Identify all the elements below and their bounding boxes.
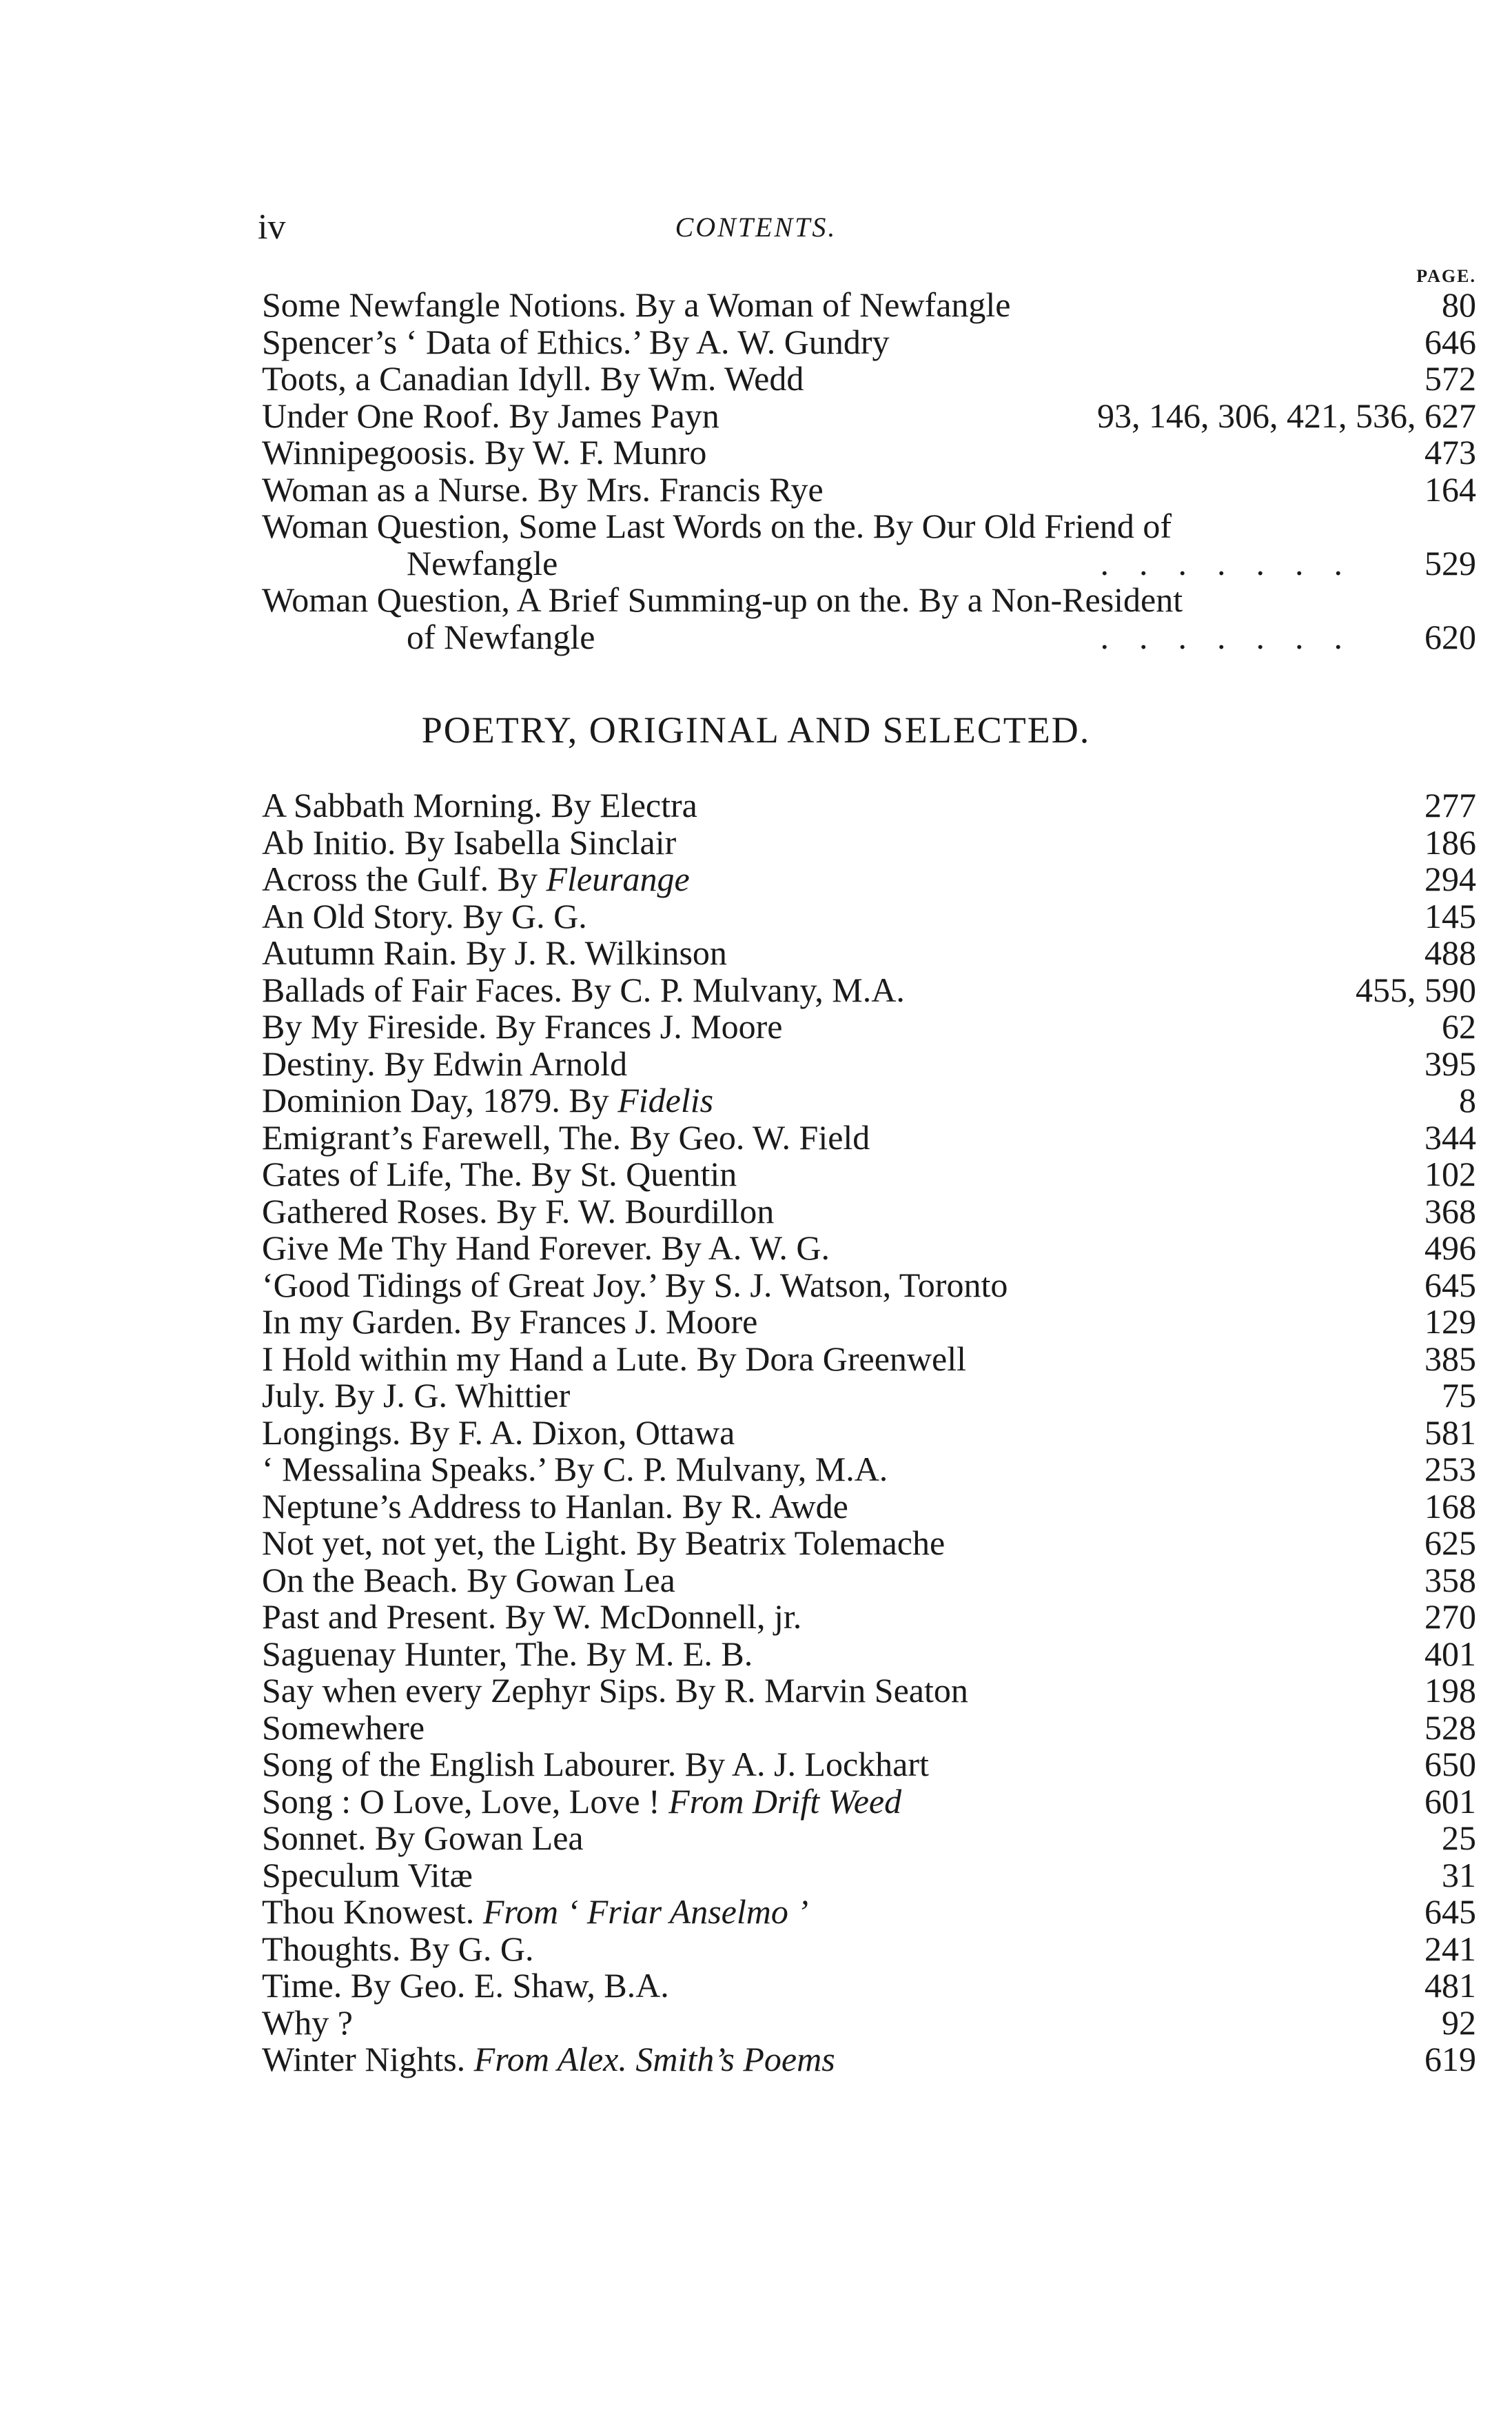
entry-pages: 646 [1424,322,1476,361]
entry-title [262,822,676,863]
entry-pages: 572 [1424,359,1476,398]
poem-entry [262,1264,1476,1306]
poetry-section-heading: POETRY, ORIGINAL AND SELECTED. [421,709,1091,751]
entry-title-text: Time. By Geo. E. Shaw, B.A. [262,1966,669,2005]
entry-title-text: Thoughts. By G. G. [262,1929,534,1968]
entry-title [262,1559,675,1601]
entry-pages: 401 [1424,1634,1476,1673]
entry-title [262,1006,783,1047]
entry-title: Woman Question, A Brief Summing-up on the. By a Non-Resident [262,580,1183,619]
entry-title-text: Past and Present. By W. McDonnell, jr. [262,1597,802,1636]
folio: iv [258,207,286,247]
poem-entry [262,932,1476,973]
entry-title-text: Destiny. By Edwin Arnold [262,1044,628,1083]
entry-title [262,1117,870,1158]
entry-title-text: Somewhere [262,1708,425,1747]
entry-title [262,2038,835,2080]
poem-entry [262,858,1476,900]
entry-pages: 198 [1424,1671,1476,1710]
poem-entry [262,1965,1476,2006]
entry-title-text: Winter Nights. [262,2040,474,2078]
entry-pages: 164 [1424,469,1476,509]
entry-title-text: Gathered Roses. By F. W. Bourdillon [262,1191,775,1230]
contents-entry-continuation [262,543,1476,584]
poem-entry [262,895,1476,937]
entry-pages: 368 [1424,1191,1476,1230]
entry-title-text: Ab Initio. By Isabella Sinclair [262,822,677,862]
dot-leader: ....... [1100,543,1373,583]
entry-pages: 650 [1424,1745,1476,1783]
entry-title-text: Gates of Life, The. By St. Quentin [262,1155,737,1193]
entry-title [262,1596,801,1637]
poem-entry [262,1891,1476,1932]
contents-entry [262,321,1476,363]
entry-title [262,1153,737,1195]
entry-pages: 277 [1424,786,1476,824]
poem-entry [262,2002,1476,2043]
poem-entry [262,1670,1476,1711]
entry-pages: 645 [1424,1265,1476,1304]
entry-title-text: Thou Knowest. [262,1892,483,1931]
contents-entry [262,505,1476,547]
entry-pages: 344 [1424,1117,1476,1157]
entry-title-text: Saguenay Hunter, The. By M. E. B. [262,1634,753,1673]
entry-pages: 80 [1442,285,1476,324]
poem-entry [262,1080,1476,1121]
entry-title [262,1707,425,1748]
entry-pages: 129 [1424,1302,1476,1341]
entry-pages: 488 [1424,933,1476,972]
entry-title-text: Autumn Rain. By J. R. Wilkinson [262,933,727,972]
entry-pages: 241 [1424,1929,1476,1968]
entry-title-text: Dominion Day, 1879. By [262,1081,618,1120]
entry-title-text: Why ? [262,2003,353,2042]
entry-title: Winnipegoosis. By W. F. Munro [262,433,707,472]
entry-title-text: Give Me Thy Hand Forever. By A. W. G. [262,1228,830,1267]
contents-entry-continuation [262,616,1476,658]
entry-pages: 528 [1424,1708,1476,1747]
entry-pages: 385 [1424,1339,1476,1378]
entry-pages: 620 [1424,617,1476,656]
entry-title [262,784,697,826]
contents-entry [262,579,1476,620]
poem-entry [262,1227,1476,1268]
entry-pages: 358 [1424,1560,1476,1599]
contents-entry [262,358,1476,399]
entry-pages: 581 [1424,1412,1476,1452]
entry-title [262,1264,1008,1306]
entry-title [262,1633,753,1674]
entry-title: Woman as a Nurse. By Mrs. Francis Rye [262,469,824,509]
entry-title-continuation: of Newfangle [407,617,595,656]
poem-entry [262,2038,1476,2080]
entry-title-italic: From ‘ Friar Anselmo ’ [482,1892,809,1931]
entry-title [262,1191,774,1232]
poem-entry [262,1522,1476,1563]
entry-title-text: Song of the English Labourer. By A. J. Lockhart [262,1745,929,1783]
entry-title: Some Newfangle Notions. By a Woman of Newfangle [262,285,1011,324]
entry-title-text: Song : O Love, Love, Love ! [262,1781,669,1821]
entry-pages: 601 [1424,1781,1476,1821]
entry-title-text: Speculum Vitæ [262,1855,473,1894]
entry-pages: 186 [1424,822,1476,862]
dot-leader: ....... [1100,617,1373,656]
entry-pages: 75 [1442,1376,1476,1415]
entry-title [262,1486,848,1527]
entry-title-text: An Old Story. By G. G. [262,896,587,935]
entry-pages: 645 [1424,1892,1476,1931]
entry-pages: 496 [1424,1228,1476,1267]
entry-title: Woman Question, Some Last Words on the. By Our Old Friend of [262,507,1172,545]
poem-entry [262,1153,1476,1195]
entry-pages: 31 [1442,1855,1476,1894]
poem-entry [262,1743,1476,1785]
entry-title [262,1522,945,1563]
poem-entry [262,969,1476,1011]
poem-entry [262,1375,1476,1416]
entry-pages: 619 [1424,2040,1476,2078]
entry-pages: 625 [1424,1523,1476,1562]
entry-title-italic: From Alex. Smith’s Poems [473,2040,835,2078]
entry-title [262,1301,757,1342]
entry-pages: 145 [1424,896,1476,935]
entry-pages: 395 [1424,1044,1476,1083]
running-head: CONTENTS. [675,212,837,243]
poem-entry [262,784,1476,826]
contents-entry [262,432,1476,473]
entry-title [262,1412,735,1453]
entry-title: Spencer’s ‘ Data of Ethics.’ By A. W. Gundry [262,322,890,361]
entry-pages: 455, 590 [1356,970,1476,1009]
page-column-label: PAGE. [1416,266,1476,286]
entry-title [262,895,587,937]
entry-title [262,1338,966,1379]
entry-pages: 62 [1442,1007,1476,1046]
poem-entry [262,1338,1476,1379]
poem-entry [262,1117,1476,1158]
entry-title [262,1670,968,1711]
entry-title-text: Longings. By F. A. Dixon, Ottawa [262,1412,735,1452]
poem-entry [262,1043,1476,1084]
poem-entry [262,1191,1476,1232]
poem-entry [262,1448,1476,1490]
entry-title-text: I Hold within my Hand a Lute. By Dora Greenwell [262,1339,966,1378]
entry-title-text: Across the Gulf. By [262,860,546,898]
poem-entry [262,1817,1476,1858]
entry-title: Toots, a Canadian Idyll. By Wm. Wedd [262,359,804,398]
entry-title [262,1781,901,1822]
poem-entry [262,1412,1476,1453]
entry-title-text: In my Garden. By Frances J. Moore [262,1302,758,1341]
entry-title [262,2002,353,2043]
entry-pages: 294 [1424,860,1476,898]
entry-title: Under One Roof. By James Payn [262,396,719,435]
entry-pages: 8 [1459,1081,1476,1120]
entry-title-text: July. By J. G. Whittier [262,1376,571,1415]
poem-entry [262,1559,1476,1601]
entry-title-text: Emigrant’s Farewell, The. By Geo. W. Field [262,1117,870,1157]
contents-entry [262,469,1476,510]
entry-title-text: Neptune’s Address to Hanlan. By R. Awde [262,1486,848,1526]
entry-pages: 529 [1424,543,1476,583]
entry-title [262,1891,808,1932]
entry-title-text: Sonnet. By Gowan Lea [262,1819,584,1857]
entry-pages: 481 [1424,1966,1476,2005]
entry-pages: 473 [1424,433,1476,472]
entry-pages: 168 [1424,1486,1476,1526]
entry-title-text: Not yet, not yet, the Light. By Beatrix Tolemache [262,1523,946,1562]
entry-pages: 253 [1424,1450,1476,1488]
poem-entry [262,822,1476,863]
entry-title [262,1928,533,1969]
poem-entry [262,1707,1476,1748]
poem-entry [262,1928,1476,1969]
entry-title-text: A Sabbath Morning. By Electra [262,786,697,824]
contents-entry [262,395,1476,436]
contents-entry [262,284,1476,325]
poem-entry [262,1486,1476,1527]
entry-title [262,1448,888,1490]
entry-title-continuation: Newfangle [407,543,558,583]
poem-entry [262,1854,1476,1896]
entry-title-text: Say when every Zephyr Sips. By R. Marvin Seaton [262,1671,968,1710]
entry-title [262,969,905,1011]
entry-title-text: On the Beach. By Gowan Lea [262,1560,675,1599]
entry-title [262,1227,830,1268]
entry-title [262,1817,584,1858]
poem-entry [262,1633,1476,1674]
entry-title [262,932,727,973]
entry-title-italic: Fidelis [617,1081,714,1120]
entry-pages: 93, 146, 306, 421, 536, 627 [1097,396,1476,435]
entry-title [262,858,690,900]
entry-title [262,1043,627,1084]
entry-title-italic: Fleurange [546,860,690,898]
entry-pages: 25 [1442,1819,1476,1857]
poem-entry [262,1781,1476,1822]
entry-title [262,1854,473,1896]
entry-title [262,1743,929,1785]
entry-title [262,1375,570,1416]
entry-title [262,1080,713,1121]
entry-pages: 270 [1424,1597,1476,1636]
poem-entry [262,1596,1476,1637]
entry-title-text: By My Fireside. By Frances J. Moore [262,1007,783,1046]
entry-pages: 102 [1424,1155,1476,1193]
entry-title-italic: From Drift Weed [668,1781,902,1821]
entry-title-text: ‘Good Tidings of Great Joy.’ By S. J. Watson, Toronto [262,1265,1008,1304]
entry-title-text: ‘ Messalina Speaks.’ By C. P. Mulvany, M.A. [262,1450,888,1488]
poem-entry [262,1006,1476,1047]
entry-pages: 92 [1442,2003,1476,2042]
poem-entry [262,1301,1476,1342]
entry-title [262,1965,669,2006]
entry-title-text: Ballads of Fair Faces. By C. P. Mulvany, M.A. [262,970,905,1009]
